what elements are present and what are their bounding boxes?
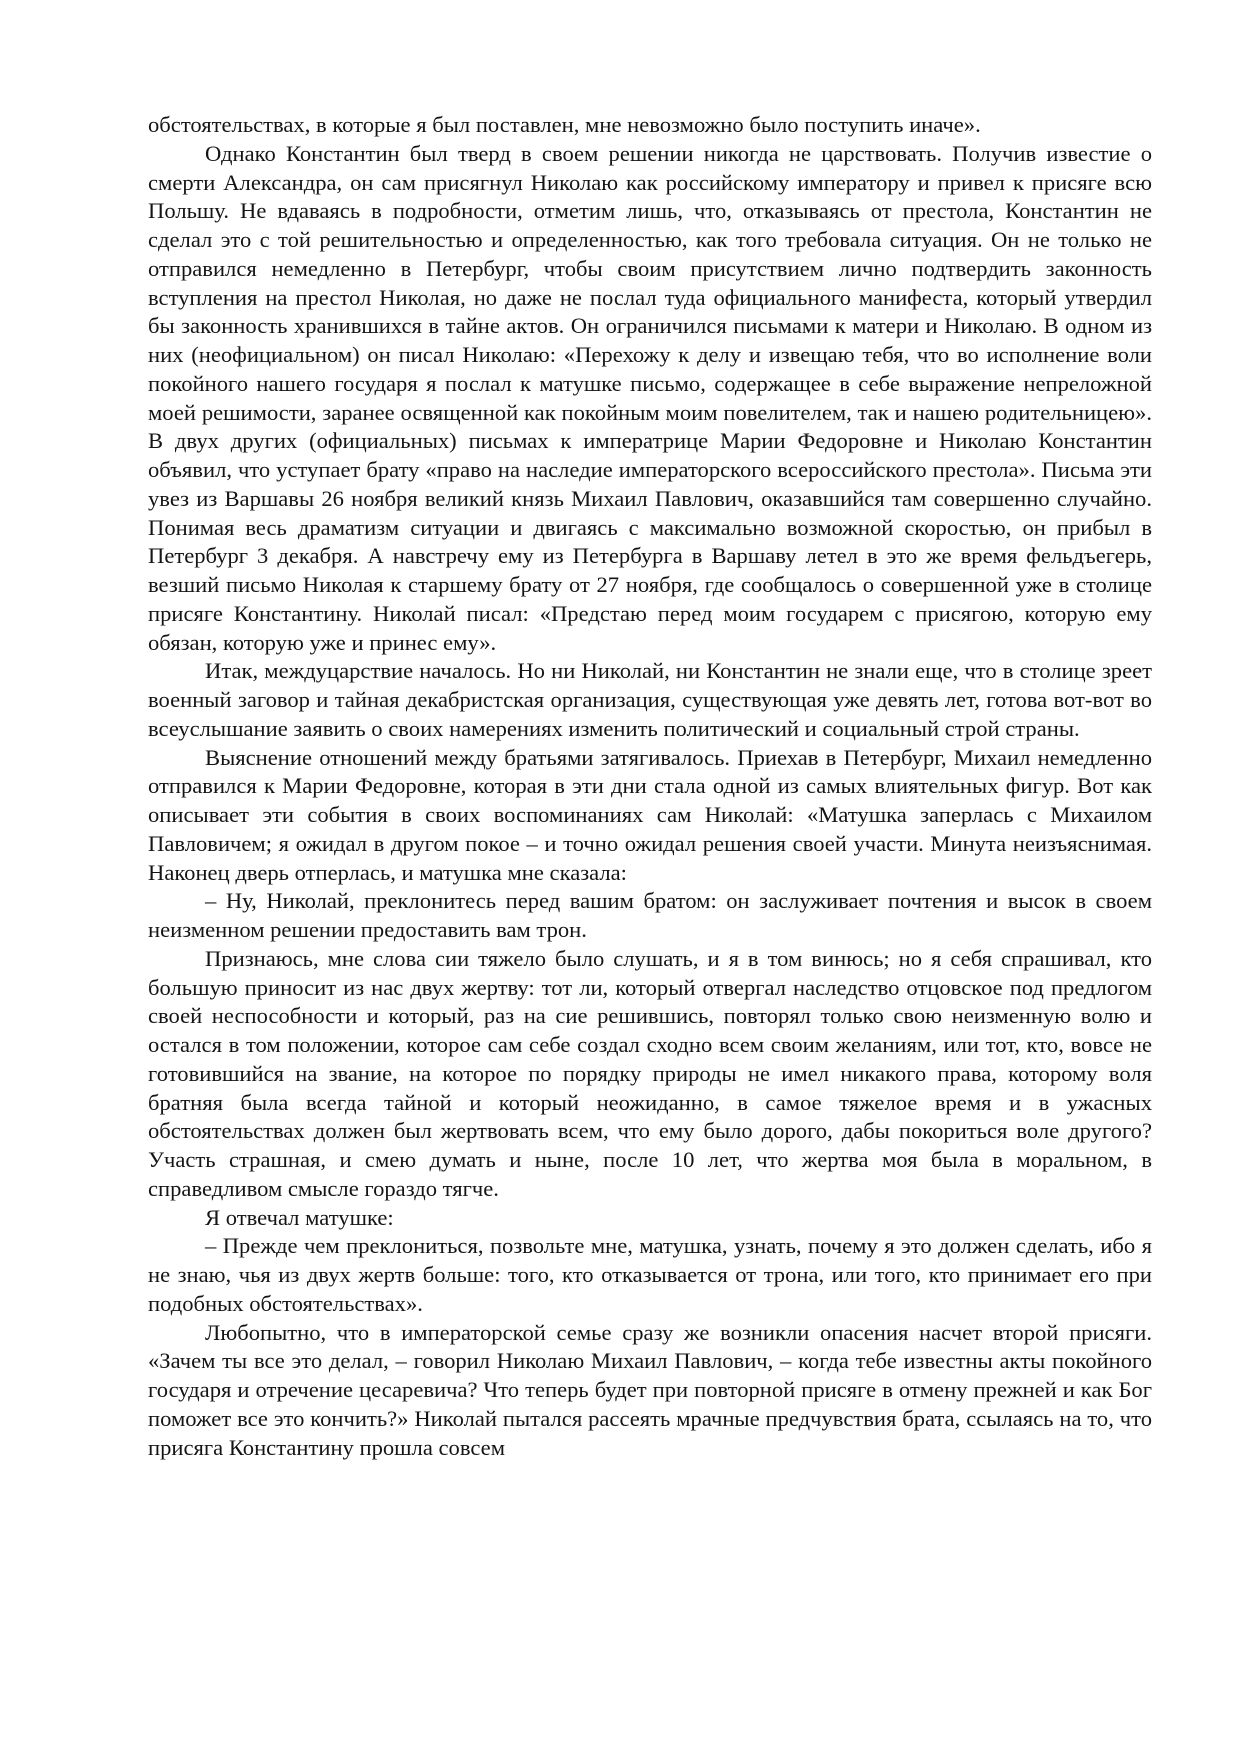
- paragraph-1: обстоятельствах, в которые я был поставлен, мне невозможно было поступить иначе».: [148, 112, 981, 137]
- paragraph-7: Я отвечал матушке:: [205, 1204, 394, 1230]
- document-page: [148, 111, 1152, 1462]
- paragraph-5: – Ну, Николай, преклонитесь перед вашим братом: он заслуживает почтения и высок в своем неизменном решении предоставить вам трон.: [148, 888, 1152, 942]
- paragraph-4: Выяснение отношений между братьями затягивалось. Приехав в Петербург, Михаил немедленно отправился к Марии Федоровне, которая в эти дни стала одной из самых влиятельных фигур. Вот как описывает эти события в своих воспоминаниях сам Николай: «Матушка заперлась с Михаилом Павловичем; я ожидал в другом покое – и точно ожидал решения своей участи. Минута неизъяснимая. Наконец дверь отперлась, и матушка мне сказала:: [148, 744, 1152, 885]
- paragraph-6: Признаюсь, мне слова сии тяжело было слушать, и я в том винюсь; но я себя спрашивал, кто большую приносит из нас двух жертву: тот ли, который отвергал наследство отцовское под предлогом своей неспособности и который, раз на сие решившись, повторял только свою неизменную волю и остался в том положении, которое сам себе создал сходно всем своим желаниям, или тот, кто, вовсе не готовившийся на звание, на которое по порядку природы не имел никакого права, которому воля братняя была всегда тайной и который неожиданно, в самое тяжелое время и в ужасных обстоятельствах должен был жертвовать всем, что ему было дорого, дабы покориться воле другого? Участь страшная, и смею думать и ныне, после 10 лет, что жертва моя была в моральном, в справедливом смысле гораздо тягче.: [148, 945, 1152, 1201]
- paragraph-3: Итак, междуцарствие началось. Но ни Николай, ни Константин не знали еще, что в столице зреет военный заговор и тайная декабристская организация, существующая уже девять лет, готова вот-вот во всеуслышание заявить о своих намерениях изменить политический и социальный строй страны.: [148, 658, 1152, 741]
- paragraph-8: – Прежде чем преклониться, позвольте мне, матушка, узнать, почему я это должен сделать, ибо я не знаю, чья из двух жертв больше: того, кто отказывается от трона, или того, кто принимает его при подобных обстоятельствах».: [148, 1233, 1152, 1316]
- paragraph-2: Однако Константин был тверд в своем решении никогда не царствовать. Получив известие о смерти Александра, он сам присягнул Николаю как российскому императору и привел к присяге всю Польшу. Не вдаваясь в подробности, отметим лишь, что, отказываясь от престола, Константин не сделал это с той решительностью и определенностью, как того требовала ситуация. Он не только не отправился немедленно в Петербург, чтобы своим присутствием лично подтвердить законность вступления на престол Николая, но даже не послал туда официального манифеста, который утвердил бы законность хранившихся в тайне актов. Он ограничился письмами к матери и Николаю. В одном из них (неофициальном) он писал Николаю: «Перехожу к делу и извещаю тебя, что во исполнение воли покойного нашего государя я послал к матушке письмо, содержащее в себе выражение непреложной моей решимости, заранее освященной как покойным моим повелителем, так и нашею родительницею». В двух других (официальных) письмах к императрице Марии Федоровне и Николаю Константин объявил, что уступает брату «право на наследие императорского всероссийского престола». Письма эти увез из Варшавы 26 ноября великий князь Михаил Павлович, оказавшийся там совершенно случайно. Понимая весь драматизм ситуации и двигаясь с максимально возможной скоростью, он прибыл в Петербург 3 декабря. А навстречу ему из Петербурга в Варшаву летел в это же время фельдъегерь, везший письмо Николая к старшему брату от 27 ноября, где сообщалось о совершенной уже в столице присяге Константину. Николай писал: «Предстаю перед моим государем с присягою, которую ему обязан, которую уже и принес ему».: [148, 140, 1152, 655]
- paragraph-9: Любопытно, что в императорской семье сразу же возникли опасения насчет второй присяги. «Зачем ты все это делал, – говорил Николаю Михаил Павлович, – когда тебе известны акты покойного государя и отречение цесаревича? Что теперь будет при повторной присяге в отмену прежней и как Бог поможет все это кончить?» Николай пытался рассеять мрачные предчувствия брата, ссылаясь на то, что присяга Константину прошла совсем: [148, 1319, 1152, 1460]
